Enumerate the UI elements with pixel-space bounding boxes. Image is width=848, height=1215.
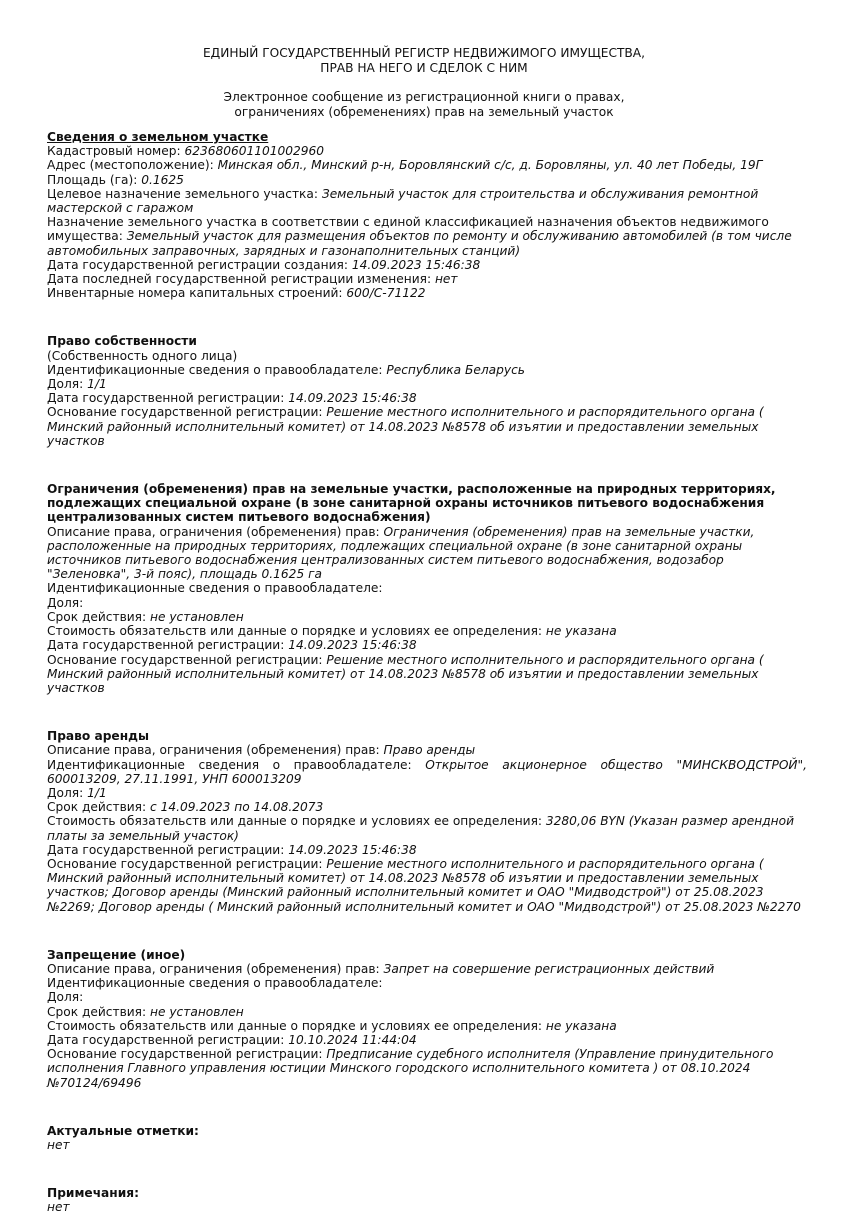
field-registration-basis: Основание государственной регистрации: Предписание судебного исполнителя (Управление принудительного исполнения Главного управления юстиции Минского городского исполнительного комитета ) от 08.10.2024 №70124/69496: [47, 1047, 774, 1090]
field-registration-date: Дата государственной регистрации: 10.10.2024 11:44:04: [47, 1032, 417, 1047]
field-purpose: Целевое назначение земельного участка: Земельный участок для строительства и обслуживания ремонтной мастерской с гаражом: [47, 186, 759, 216]
ownership-note: (Собственность одного лица): [47, 348, 238, 363]
section-lease: [47, 729, 807, 914]
field-registration-date: Дата государственной регистрации: 14.09.2023 15:46:38: [47, 391, 417, 406]
notes-value: нет: [47, 1200, 70, 1215]
field-validity: Срок действия: с 14.09.2023 по 14.08.2073: [47, 800, 324, 815]
field-registration-date: Дата государственной регистрации: 14.09.2023 15:46:38: [47, 842, 417, 857]
field-cost: Стоимость обязательств или данные о порядке и условиях ее определения: не указана: [47, 624, 617, 639]
field-cost: Стоимость обязательств или данные о порядке и условиях ее определения: не указана: [47, 1018, 617, 1033]
field-description: Описание права, ограничения (обременения) прав: Запрет на совершение регистрационных действий: [47, 961, 715, 976]
section-title: Сведения о земельном участке: [47, 130, 269, 144]
field-registration-date: Дата государственной регистрации: 14.09.2023 15:46:38: [47, 638, 417, 653]
section-notes: [47, 1186, 807, 1214]
subtitle-line1: Электронное сообщение из регистрационной книги о правах,: [223, 90, 625, 104]
field-cost: Стоимость обязательств или данные о порядке и условиях ее определения: 3280,06 BYN (Указан размер арендной платы за земельный участок): [47, 814, 795, 843]
field-registration-basis: Основание государственной регистрации: Решение местного исполнительного и распорядительного органа ( Минский районный исполнительный комитет) от 14.08.2023 №8578 об изъятии и предоставлении земельных участков; Договор аренды (Минский районный исполнительный комитет и ОАО "Мидводстрой") от 25.08.2023 №2269; Договор аренды ( Минский районный исполнительный комитет и ОАО "Мидводстрой") от 25.08.2023 №2270: [47, 856, 801, 914]
section-title: Примечания:: [47, 1186, 139, 1201]
registry-title: [0, 46, 848, 76]
field-classification: Назначение земельного участка в соответствии с единой классификацией назначения объектов недвижимого имущества: Земельный участок для размещения объектов по ремонту и обслуживанию автомобилей (в том числе автомобильных заправочных, зарядных и газонаполнительных станций): [47, 215, 792, 258]
field-share: Доля: 1/1: [47, 785, 107, 800]
current-marks-value: нет: [47, 1137, 70, 1152]
field-registration-basis: Основание государственной регистрации: Решение местного исполнительного и распорядительного органа ( Минский районный исполнительный комитет) от 14.08.2023 №8578 об изъятии и предоставлении земельных участков: [47, 405, 764, 448]
document-body: [47, 130, 807, 1215]
field-right-holder: Идентификационные сведения о правообладателе: Республика Беларусь: [47, 362, 525, 377]
field-share: Доля: 1/1: [47, 377, 107, 392]
section-title: Право аренды: [47, 729, 149, 744]
field-address: Адрес (местоположение): Минская обл., Минский р-н, Боровлянский с/с, д. Боровляны, ул. 40 лет Победы, 19Г: [47, 158, 763, 173]
section-prohibition: [47, 948, 807, 1090]
field-right-holder: Идентификационные сведения о правообладателе:: [47, 976, 383, 991]
registry-title-line1: ЕДИНЫЙ ГОСУДАРСТВЕННЫЙ РЕГИСТР НЕДВИЖИМОГО ИМУЩЕСТВА,: [202, 46, 646, 60]
field-area: Площадь (га): 0.1625: [47, 172, 184, 187]
field-inventory-numbers: Инвентарные номера капитальных строений: 600/С-71122: [47, 286, 426, 301]
document-subtitle: [0, 90, 848, 120]
field-right-holder: Идентификационные сведения о правообладателе:: [47, 581, 383, 596]
field-share: Доля:: [47, 595, 84, 610]
document-header: [0, 46, 848, 120]
section-ownership: [47, 334, 807, 448]
field-share: Доля:: [47, 990, 84, 1005]
field-validity: Срок действия: не установлен: [47, 609, 244, 624]
field-right-holder: Идентификационные сведения о правообладателе: Открытое акционерное общество "МИНСКВОДСТРОЙ", 600013209, 27.11.1991, УНП 600013209: [47, 757, 808, 786]
field-cadastral-number: Кадастровый номер: 623680601101002960: [47, 144, 325, 159]
section-title: Актуальные отметки:: [47, 1123, 199, 1138]
section-title: Ограничения (обременения) прав на земельные участки, расположенные на природных территориях, подлежащих специальной охране (в зоне санитарной охраны источников питьевого водоснабжения централизованных систем питьевого водоснабжения): [47, 482, 776, 525]
field-description: Описание права, ограничения (обременения) прав: Право аренды: [47, 743, 476, 758]
section-title: Запрещение (иное): [47, 947, 186, 962]
section-current-marks: [47, 1124, 807, 1152]
field-last-change-date: Дата последней государственной регистрации изменения: нет: [47, 272, 458, 287]
section-land-plot: [47, 130, 807, 300]
field-registration-basis: Основание государственной регистрации: Решение местного исполнительного и распорядительного органа ( Минский районный исполнительный комитет) от 14.08.2023 №8578 об изъятии и предоставлении земельных участков: [47, 652, 764, 695]
subtitle-line2: ограничениях (обременениях) прав на земельный участок: [234, 105, 614, 119]
section-restriction: [47, 482, 807, 695]
field-validity: Срок действия: не установлен: [47, 1004, 244, 1019]
section-title: Право собственности: [47, 334, 197, 349]
field-creation-date: Дата государственной регистрации создания: 14.09.2023 15:46:38: [47, 257, 481, 272]
field-description: Описание права, ограничения (обременения) прав: Ограничения (обременения) прав на земельные участки, расположенные на природных территориях, подлежащих специальной охране (в зоне санитарной охраны источников питьевого водоснабжения централизованных систем питьевого водоснабжения, водозабор "Зеленовка", 3-й пояс), площадь 0.1625 га: [47, 524, 755, 582]
registry-title-line2: ПРАВ НА НЕГО И СДЕЛОК С НИМ: [320, 61, 528, 75]
